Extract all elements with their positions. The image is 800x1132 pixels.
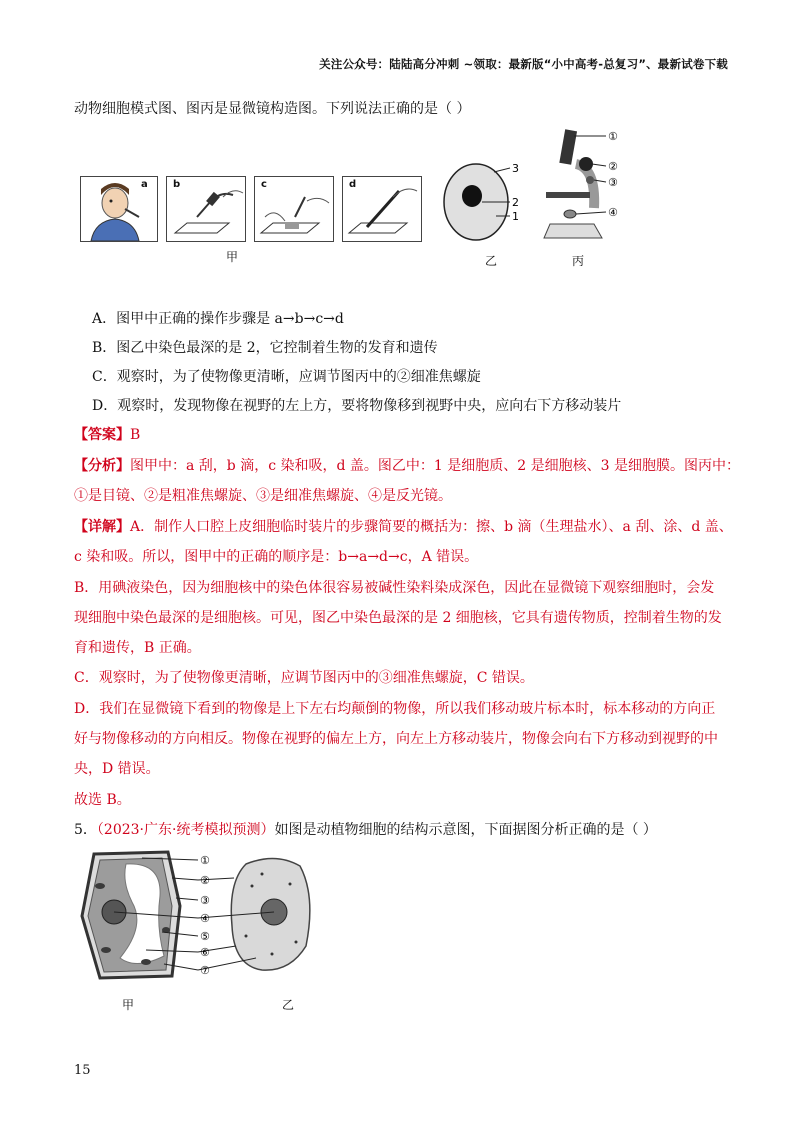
page-header: 关注公众号：陆陆高分冲刺 ~领取：最新版“小中高考-总复习”、最新试卷下载 bbox=[319, 57, 728, 71]
panel-a: a bbox=[80, 176, 158, 242]
page-number: 15 bbox=[74, 1063, 91, 1078]
option-b: B．图乙中染色最深的是 2，它控制着生物的发育和遗传 bbox=[92, 340, 438, 356]
detail-line-7: D．我们在显微镜下看到的物像是上下左右均颠倒的物像，所以我们移动玻片标本时，标本移动的方向正 bbox=[74, 701, 716, 717]
cell-part-label-3: ③ bbox=[200, 894, 210, 907]
answer-value: B bbox=[130, 427, 141, 443]
figure-yi-animal-cell bbox=[438, 150, 528, 250]
caption-yi: 乙 bbox=[485, 254, 498, 268]
caption-plant-cell: 甲 bbox=[122, 998, 135, 1012]
cell-part-label-1: ① bbox=[200, 854, 210, 867]
detail-line-9: 央，D 错误。 bbox=[74, 761, 160, 777]
analysis-line-1: 【分析】图甲中：a 刮，b 滴，c 染和吸，d 盖。图乙中：1 是细胞质、2 是细胞核、3 是细胞膜。图丙中： bbox=[74, 458, 740, 474]
cell-label-3: 3 bbox=[512, 162, 519, 175]
question-5-stem: 5．（2023·广东·统考模拟预测）如图是动植物细胞的结构示意图，下面据图分析正确的是（ ） bbox=[74, 822, 657, 838]
cell-part-label-7: ⑦ bbox=[200, 964, 210, 977]
cell-label-1: 1 bbox=[512, 210, 519, 223]
panel-d: d bbox=[342, 176, 422, 242]
detail-line-4: 现细胞中染色最深的是细胞核。可见，图乙中染色最深的是 2 细胞核，它具有遗传物质，控制着生物的发 bbox=[74, 610, 722, 626]
microscope-label-1: ① bbox=[608, 130, 618, 143]
detail-line-8: 好与物像移动的方向相反。物像在视野的偏左上方，向左上方移动装片，物像会向右下方移动到视野的中 bbox=[74, 731, 718, 747]
cell-part-label-5: ⑤ bbox=[200, 930, 210, 943]
detail-line-5: 育和遗传，B 正确。 bbox=[74, 640, 201, 656]
cell-part-label-6: ⑥ bbox=[200, 946, 210, 959]
detail-line-3: B．用碘液染色，因为细胞核中的染色体很容易被碱性染料染成深色，因此在显微镜下观察细胞时，会发 bbox=[74, 580, 715, 596]
figure-plant-animal-cells bbox=[76, 846, 336, 996]
analysis-line-2: ①是目镜、②是粗准焦螺旋、③是细准焦螺旋、④是反光镜。 bbox=[74, 488, 452, 504]
caption-animal-cell: 乙 bbox=[282, 998, 295, 1012]
cell-part-label-4: ④ bbox=[200, 912, 210, 925]
question-source: （2023·广东·统考模拟预测） bbox=[96, 822, 275, 838]
question-number: 5． bbox=[74, 822, 97, 838]
option-a: A．图甲中正确的操作步骤是 a→b→c→d bbox=[92, 311, 344, 327]
caption-bing: 丙 bbox=[572, 254, 585, 268]
panel-c: c bbox=[254, 176, 334, 242]
answer-line bbox=[74, 425, 140, 445]
cell-part-label-2: ② bbox=[200, 874, 210, 887]
figure-bing-microscope bbox=[536, 128, 636, 246]
figure-jia bbox=[80, 176, 436, 242]
panel-b: b bbox=[166, 176, 246, 242]
microscope-label-2: ② bbox=[608, 160, 618, 173]
detail-line-10: 故选 B。 bbox=[74, 792, 131, 808]
answer-tag: 【答案】 bbox=[74, 427, 130, 443]
detail-line-1: 【详解】A．制作人口腔上皮细胞临时装片的步骤简要的概括为：擦、b 滴（生理盐水）、a 刮、涂、d 盖、 bbox=[74, 519, 733, 535]
option-d: D．观察时，发现物像在视野的左上方，要将物像移到视野中央，应向右下方移动装片 bbox=[92, 398, 622, 414]
microscope-label-4: ④ bbox=[608, 206, 618, 219]
detail-tag: 【详解】 bbox=[74, 519, 130, 535]
detail-line-2: c 染和吸。所以，图甲中的正确的顺序是：b→a→d→c，A 错误。 bbox=[74, 549, 479, 565]
detail-line-6: C．观察时，为了使物像更清晰，应调节图丙中的③细准焦螺旋，C 错误。 bbox=[74, 670, 534, 686]
microscope-label-3: ③ bbox=[608, 176, 618, 189]
caption-jia: 甲 bbox=[226, 250, 239, 264]
analysis-tag: 【分析】 bbox=[74, 458, 130, 474]
option-c: C．观察时，为了使物像更清晰，应调节图丙中的②细准焦螺旋 bbox=[92, 369, 481, 385]
cell-label-2: 2 bbox=[512, 196, 519, 209]
question-stem: 动物细胞模式图、图丙是显微镜构造图。下列说法正确的是（ ） bbox=[74, 101, 471, 117]
